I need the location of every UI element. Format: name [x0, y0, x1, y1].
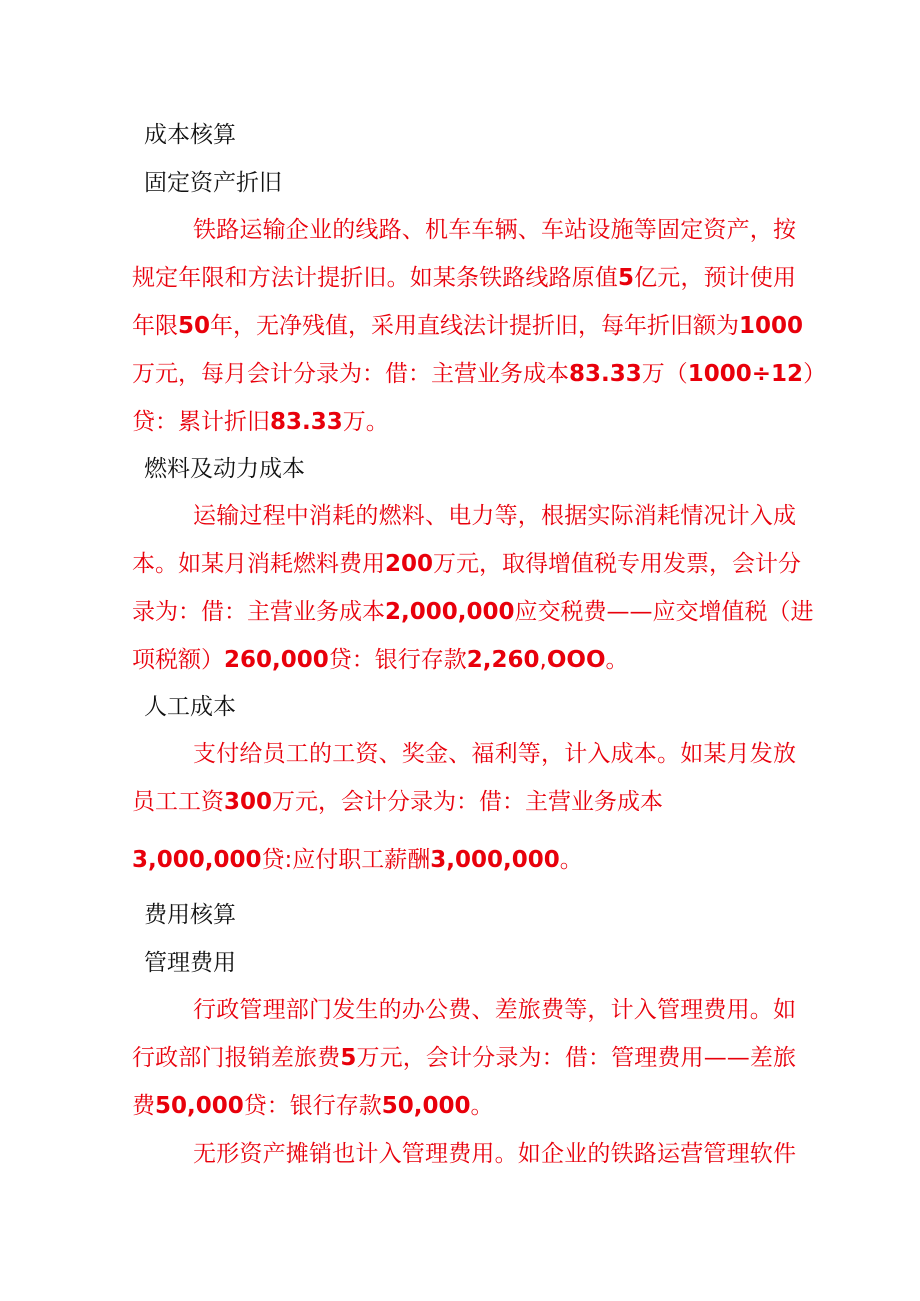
text-line: 运输过程中消耗的燃料、电力等，根据实际消耗情况计入成 [193, 503, 796, 529]
text-line: 无形资产摊销也计入管理费用。如企业的铁路运营管理软件 [193, 1141, 796, 1167]
text-line: 项税额）260,000贷：银行存款2,260,OOO。 [132, 647, 629, 673]
heading-cost-accounting: 成本核算 [144, 122, 236, 148]
text-line: 行政部门报销差旅费5万元，会计分录为：借：管理费用——差旅 [132, 1045, 796, 1071]
text-line: 规定年限和方法计提折旧。如某条铁路线路原值5亿元，预计使用 [132, 265, 797, 291]
paragraph-depreciation [132, 206, 827, 446]
text-line: 3,000,000贷:应付职工薪酬3,000,000。 [132, 847, 583, 873]
heading-labor-cost: 人工成本 [144, 694, 236, 720]
text-line: 年限50年，无净残值，采用直线法计提折旧，每年折旧额为1000 [132, 313, 804, 339]
paragraph-intangible [132, 1130, 796, 1178]
text-line: 铁路运输企业的线路、机车车辆、车站设施等固定资产，按 [193, 217, 796, 243]
text-line: 员工工资300万元，会计分录为：借：主营业务成本 [132, 789, 664, 815]
text-line: 贷：累计折旧83.33万。 [132, 409, 389, 435]
text-line: 支付给员工的工资、奖金、福利等，计入成本。如某月发放 [193, 741, 796, 767]
paragraph-admin [132, 986, 796, 1130]
text-line: 万元，每月会计分录为：借：主营业务成本83.33万（1000÷12） [132, 361, 827, 387]
heading-fuel-power-cost: 燃料及动力成本 [144, 456, 305, 482]
paragraph-fuel [132, 492, 814, 684]
text-line: 本。如某月消耗燃料费用200万元，取得增值税专用发票，会计分 [132, 551, 802, 577]
paragraph-labor [132, 730, 796, 884]
heading-admin-expense: 管理费用 [144, 950, 236, 976]
heading-fixed-asset-depreciation: 固定资产折旧 [144, 170, 282, 196]
text-line: 录为：借：主营业务成本2,000,000应交税费——应交增值税（进 [132, 599, 814, 625]
text-line: 行政管理部门发生的办公费、差旅费等，计入管理费用。如 [193, 997, 796, 1023]
heading-expense-accounting: 费用核算 [144, 902, 236, 928]
text-line: 费50,000贷：银行存款50,000。 [132, 1093, 494, 1119]
